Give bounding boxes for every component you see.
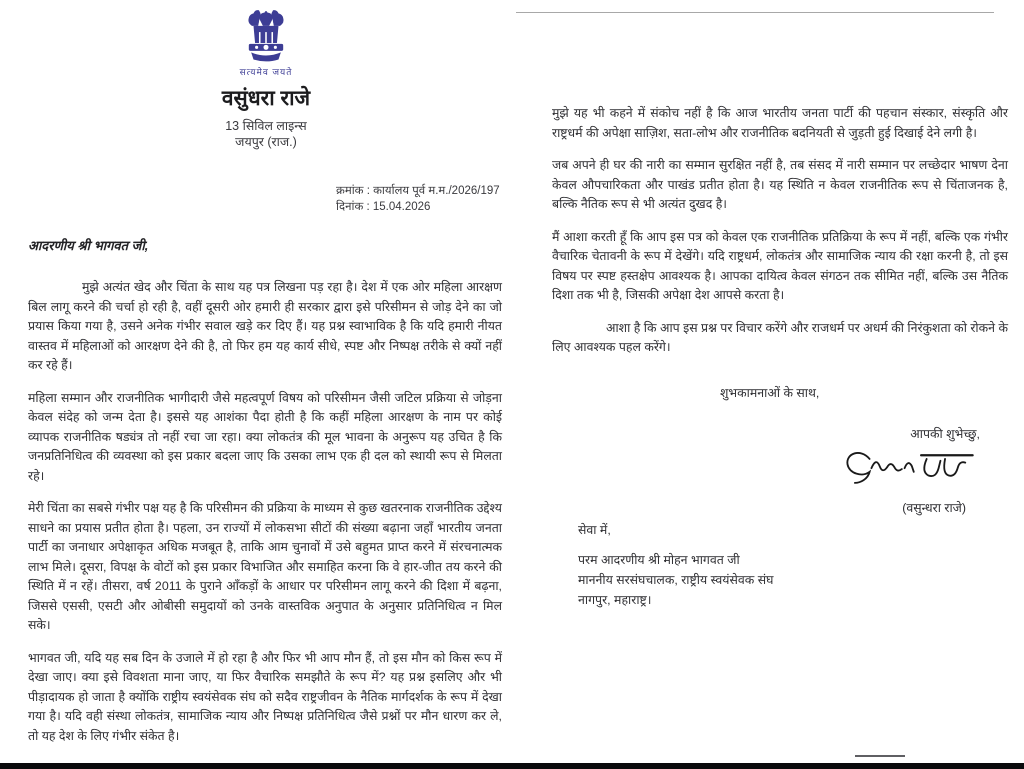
footer-short-rule [855, 755, 905, 757]
sender-address [190, 118, 342, 150]
salutation: आदरणीय श्री भागवत जी, [28, 238, 149, 253]
sender-name: वसुंधरा राजे [221, 87, 311, 110]
letter-paragraph: मैं आशा करती हूँ कि आप इस पत्र को केवल एक राजनीतिक प्रतिक्रिया के रूप में नहीं, बल्कि एक गंभीर वैचारिक चेतावनी के रूप में देखेंगे। यदि राष्ट्रधर्म, लोकतंत्र और सामाजिक न्याय की रक्षा करनी है, तो इस विषय पर स्पष्ट हस्तक्षेप आवश्यक है। आपका दायित्व केवल संगठन तक सीमित नहीं, बल्कि उस नैतिक दिशा तक भी है, जिसकी अपेक्षा देश आपसे करता है। [552, 229, 1008, 302]
closing-regards: शुभकामनाओं के साथ, [720, 385, 820, 400]
letter-paragraph: मुझे यह भी कहने में संकोच नहीं है कि आज भारतीय जनता पार्टी की पहचान संस्कार, संस्कृति और राष्ट्रधर्म की अपेक्षा साज़िश, सता-लोभ और राजनीतिक बदनियती से जुड़ती हुई दिखाई देने लगी है। [552, 106, 1008, 140]
right-page [552, 104, 1008, 516]
left-page [28, 236, 502, 759]
letter-date: दिनांक : 15.04.2026 [336, 200, 431, 213]
letter-paragraph: भागवत जी, यदि यह सब दिन के उजाले में हो रहा है और फिर भी आप मौन हैं, तो इस मौन को किस रूप में देखा जाए। क्या इसे विवशता माना जाए, या फिर वैचारिक समझौते के रूप में? यह प्रश्न इसलिए और भी पीड़ादायक हो जाता है क्योंकि राष्ट्रीय स्वयंसेवक संघ को सदैव राष्ट्रजीवन के नैतिक मार्गदर्शक के रूप में देखा गया है। यदि वही संस्था लोकतंत्र, सामाजिक न्याय और निष्पक्ष प्रतिनिधित्व जैसे प्रश्नों पर मौन धारण कर ले, तो यह देश के लिए गंभीर संकेत है। [28, 650, 502, 743]
reference-number: क्रमांक : कार्यालय पूर्व म.म./2026/197 [336, 185, 500, 197]
recipient-name: परम आदरणीय श्री मोहन भागवत जी [578, 553, 740, 567]
recipient-heading: सेवा में, [578, 523, 611, 537]
bottom-black-bar [0, 763, 1024, 769]
reference-block [336, 184, 500, 215]
letterhead [190, 8, 342, 150]
recipient-place: नागपुर, महाराष्ट्र। [578, 593, 652, 607]
page-top-rule [516, 12, 994, 13]
letter-paragraph: मेरी चिंता का सबसे गंभीर पक्ष यह है कि परिसीमन की प्रक्रिया के माध्यम से कुछ खतरनाक राजनीतिक उद्देश्य साधने का प्रयास प्रतीत होता है। पहला, उन राज्यों में लोकसभा सीटों की संख्या बढ़ाना जहाँ भारतीय जनता पार्टी का जनाधार अपेक्षाकृत अधिक मजबूत है, ताकि आम चुनावों में उसे बहुमत प्राप्त करने में संरचनात्मक लाभ मिले। दूसरा, विपक्ष के वोटों को इस प्रकार विभाजित और समाहित करना कि वे हार-जीत तय करने की स्थिति में न रहें। तीसरा, वर्ष 2011 के पुराने आँकड़ों के आधार पर परिसीमन लागू करने की दिशा में बढ़ना, जिससे एससी, एसटी और ओबीसी समुदायों को उनके वास्तविक अनुपात के अनुसार प्रतिनिधित्व न मिल सके। [28, 501, 502, 632]
emblem-motto: सत्यमेव जयते [239, 67, 293, 77]
closing-well-wisher: आपकी शुभेच्छु, [910, 426, 980, 441]
signer-printed-name: (वसुन्धरा राजे) [902, 500, 966, 515]
recipient-block [578, 520, 773, 610]
sender-address-line1: 13 सिविल लाइन्स [225, 119, 307, 133]
sender-address-line2: जयपुर (राज.) [235, 135, 297, 149]
letter-paragraph: जब अपने ही घर की नारी का सम्मान सुरक्षित नहीं है, तब संसद में नारी सम्मान पर लच्छेदार भाषण देना केवल औपचारिकता और पाखंड प्रतीत होता है। यह स्थिति न केवल राजनीतिक रूप से चिंताजनक है, बल्कि नैतिक रूप से भी अत्यंत दुखद है। [552, 158, 1008, 211]
national-emblem-icon [241, 8, 291, 64]
letter-paragraph: मुझे अत्यंत खेद और चिंता के साथ यह पत्र लिखना पड़ रहा है। देश में एक ओर महिला आरक्षण बिल लागू करने की चर्चा हो रही है, वहीं दूसरी ओर हमारी ही सरकार द्वारा इसे परिसीमन से जोड़ देने का जो प्रयास किया गया है, उसने अनेक गंभीर सवाल खड़े कर दिए हैं। यह प्रश्न स्वाभाविक है कि यदि हमारी नीयत वास्तव में महिलाओं को आरक्षण देने की है, तो फिर हम यह कार्य सीधे, स्पष्ट और निष्पक्ष तरीके से क्यों नहीं कर रहे हैं। [28, 280, 502, 372]
handwritten-signature [842, 446, 980, 494]
letter-paragraph: आशा है कि आप इस प्रश्न पर विचार करेंगे और राजधर्म पर अधर्म की निरंकुशता को रोकने के लिए आवश्यक पहल करेंगे। [552, 320, 1008, 354]
letter-paragraph: महिला सम्मान और राजनीतिक भागीदारी जैसे महत्वपूर्ण विषय को परिसीमन जैसी जटिल प्रक्रिया से जोड़ना केवल संदेह को जन्म देता है। इससे यह आशंका पैदा होती है कि कहीं महिला आरक्षण के नाम पर कोई व्यापक राजनीतिक षड्यंत्र तो नहीं रचा जा रहा। क्या लोकतंत्र की मूल भावना के अनुरूप यह उचित है कि जनप्रतिनिधित्व की व्यवस्था को इस प्रकार बदला जाए कि उसका लाभ एक ही दल को स्थायी रूप से मिलता रहे। [28, 390, 502, 483]
signature-block [552, 425, 1008, 516]
recipient-designation: माननीय सरसंघचालक, राष्ट्रीय स्वयंसेवक संघ [578, 573, 774, 587]
